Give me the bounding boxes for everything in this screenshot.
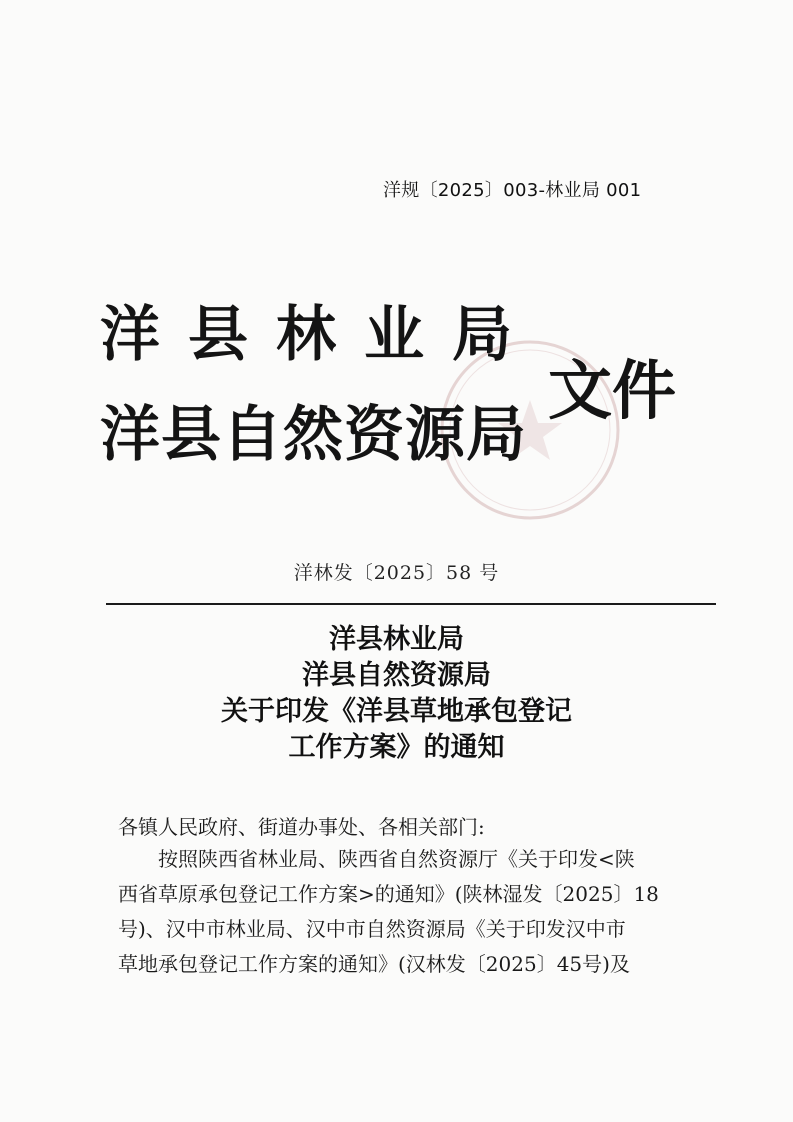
body-line-2: 西省草原承包登记工作方案>的通知》(陕林湿发〔2025〕18	[118, 882, 659, 906]
regulation-code: 洋规〔2025〕003-林业局 001	[383, 180, 642, 201]
body-line-1: 按照陕西省林业局、陕西省自然资源厅《关于印发<陕	[158, 847, 635, 871]
title-line-3: 关于印发《洋县草地承包登记	[221, 696, 572, 727]
notice-title	[0, 622, 793, 766]
issuer-forestry-bureau: 洋县林业局	[100, 300, 540, 370]
salutation: 各镇人民政府、街道办事处、各相关部门:	[118, 815, 485, 839]
notice-body	[118, 812, 708, 982]
header-divider	[106, 603, 716, 605]
body-line-4: 草地承包登记工作方案的通知》(汉林发〔2025〕45号)及	[118, 952, 630, 976]
title-line-1: 洋县林业局	[329, 624, 464, 655]
body-line-3: 号)、汉中市林业局、汉中市自然资源局《关于印发汉中市	[118, 917, 626, 941]
title-line-4: 工作方案》的通知	[288, 732, 505, 763]
document-number: 洋林发〔2025〕58 号	[293, 562, 500, 584]
document-suffix: 文件	[548, 354, 676, 429]
title-line-2: 洋县自然资源局	[302, 660, 491, 691]
issuer-natural-resources-bureau: 洋县自然资源局	[100, 400, 527, 470]
